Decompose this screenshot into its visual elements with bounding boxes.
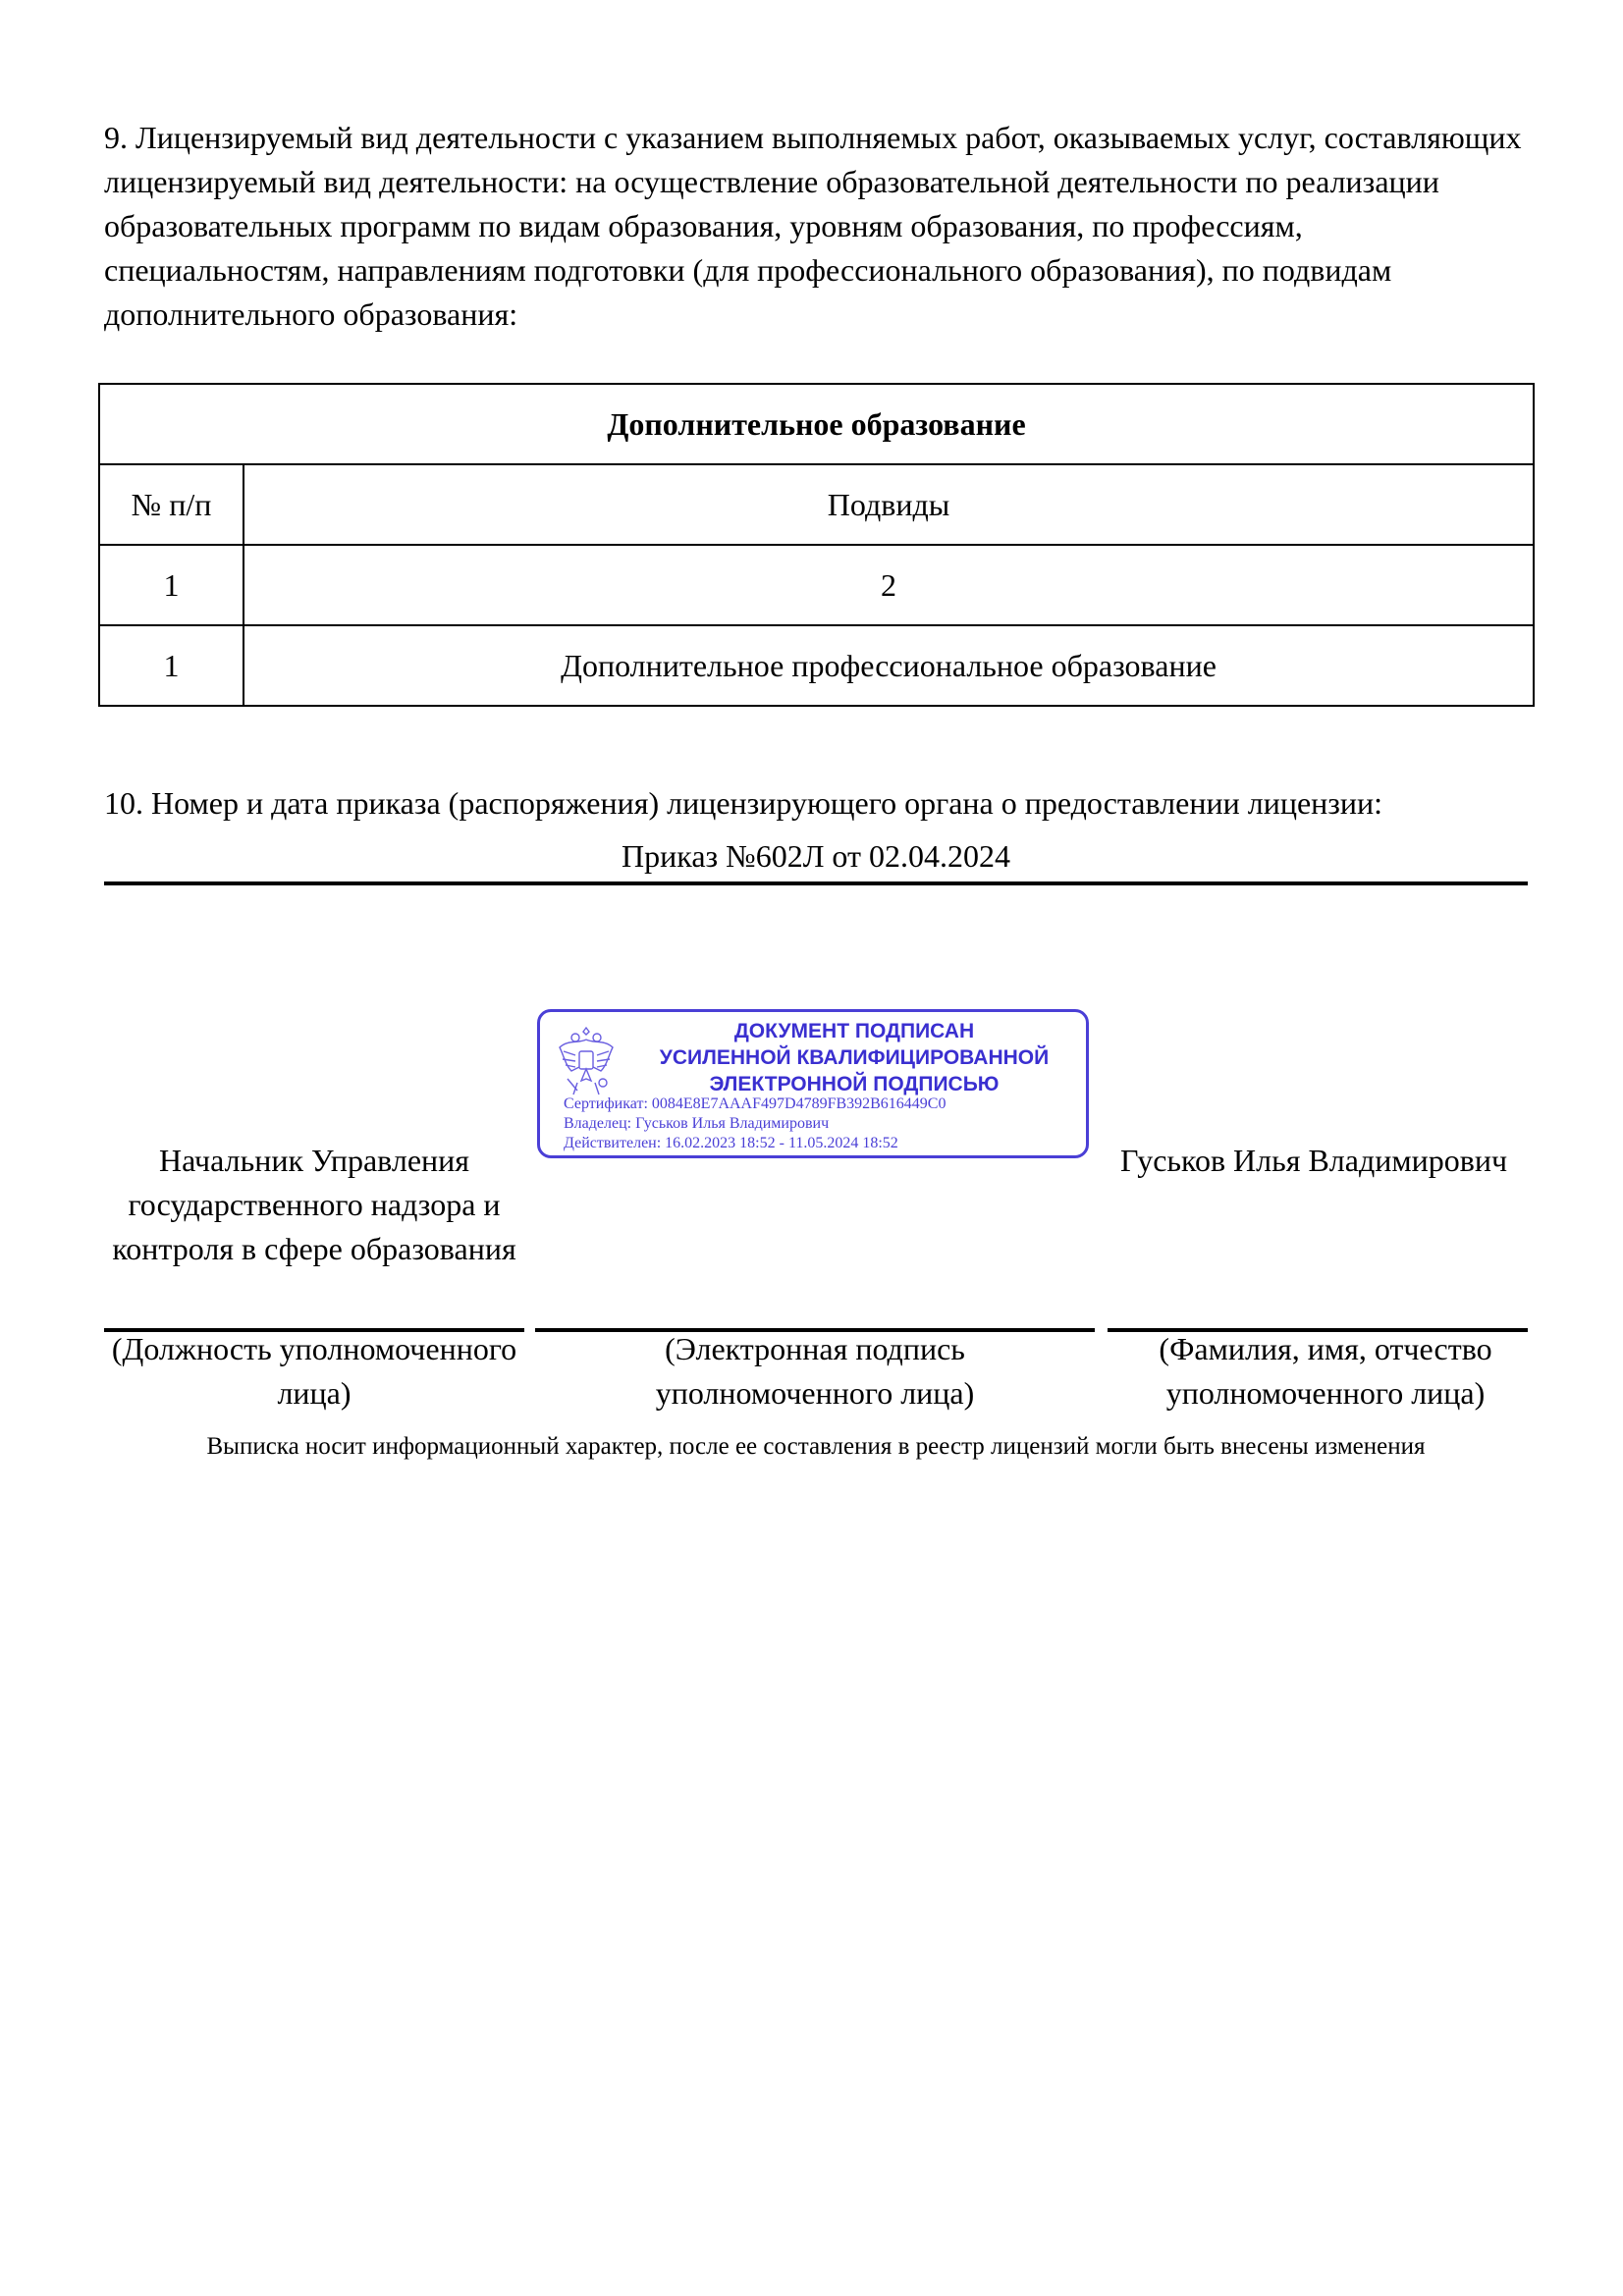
stamp-certificate: Сертификат: 0084E8E7AAAF497D4789FB392B616449C0 [564,1095,947,1112]
stamp-owner: Владелец: Гуськов Илья Владимирович [564,1115,830,1132]
footnote: Выписка носит информационный характер, после ее составления в реестр лицензий могли быть внесены изменения [206,1433,1426,1460]
table-row [99,625,1534,706]
column-header-subtypes: Подвиды [243,464,1534,545]
stamp-details [564,1095,946,1153]
stamp-heading-line-2: УСИЛЕННОЙ КВАЛИФИЦИРОВАННОЙ [659,1046,1050,1069]
section-10-text: 10. Номер и дата приказа (распоряжения) лицензирующего органа о предоставлении лицензии: [104,785,1383,821]
caption-signature: (Электронная подпись уполномоченного лица) [655,1331,975,1411]
table-cell-number: 1 [99,545,243,625]
stamp-heading [628,1018,1080,1097]
order-underline [104,881,1528,885]
additional-education-table [98,383,1535,707]
table-title: Дополнительное образование [99,384,1534,464]
caption-position: (Должность уполномоченного лица) [111,1331,517,1411]
order-number: Приказ №602Л от 02.04.2024 [622,838,1010,874]
caption-name: (Фамилия, имя, отчество уполномоченного лица) [1159,1331,1492,1411]
signer-name: Гуськов Илья Владимирович [1119,1143,1508,1178]
table-row [99,545,1534,625]
column-header-number: № п/п [99,464,243,545]
table-cell-number: 1 [99,625,243,706]
table-title-row [99,384,1534,464]
stamp-validity: Действителен: 16.02.2023 18:52 - 11.05.2024 18:52 [564,1135,898,1151]
signer-position: Начальник Управления государственного надзора и контроля в сфере образования [112,1143,516,1266]
electronic-signature-stamp [537,1009,1089,1158]
section-9-text: 9. Лицензируемый вид деятельности с указанием выполняемых работ, оказываемых услуг, составляющих лицензируемый вид деятельности: на осуществление образовательной деятельности по реализации образовательных программ по видам образования, уровням образования, по профессиям, специальностям, направлениям подготовки (для профессионального образования), по подвидам дополнительного образования: [104,120,1522,332]
stamp-heading-line-1: ДОКУМЕНТ ПОДПИСАН [733,1020,975,1042]
table-cell-subtype: Дополнительное профессиональное образование [243,625,1534,706]
coat-of-arms-icon [554,1022,619,1100]
stamp-heading-line-3: ЭЛЕКТРОННОЙ ПОДПИСЬЮ [709,1073,1000,1095]
table-header-row [99,464,1534,545]
table-cell-subtype: 2 [243,545,1534,625]
